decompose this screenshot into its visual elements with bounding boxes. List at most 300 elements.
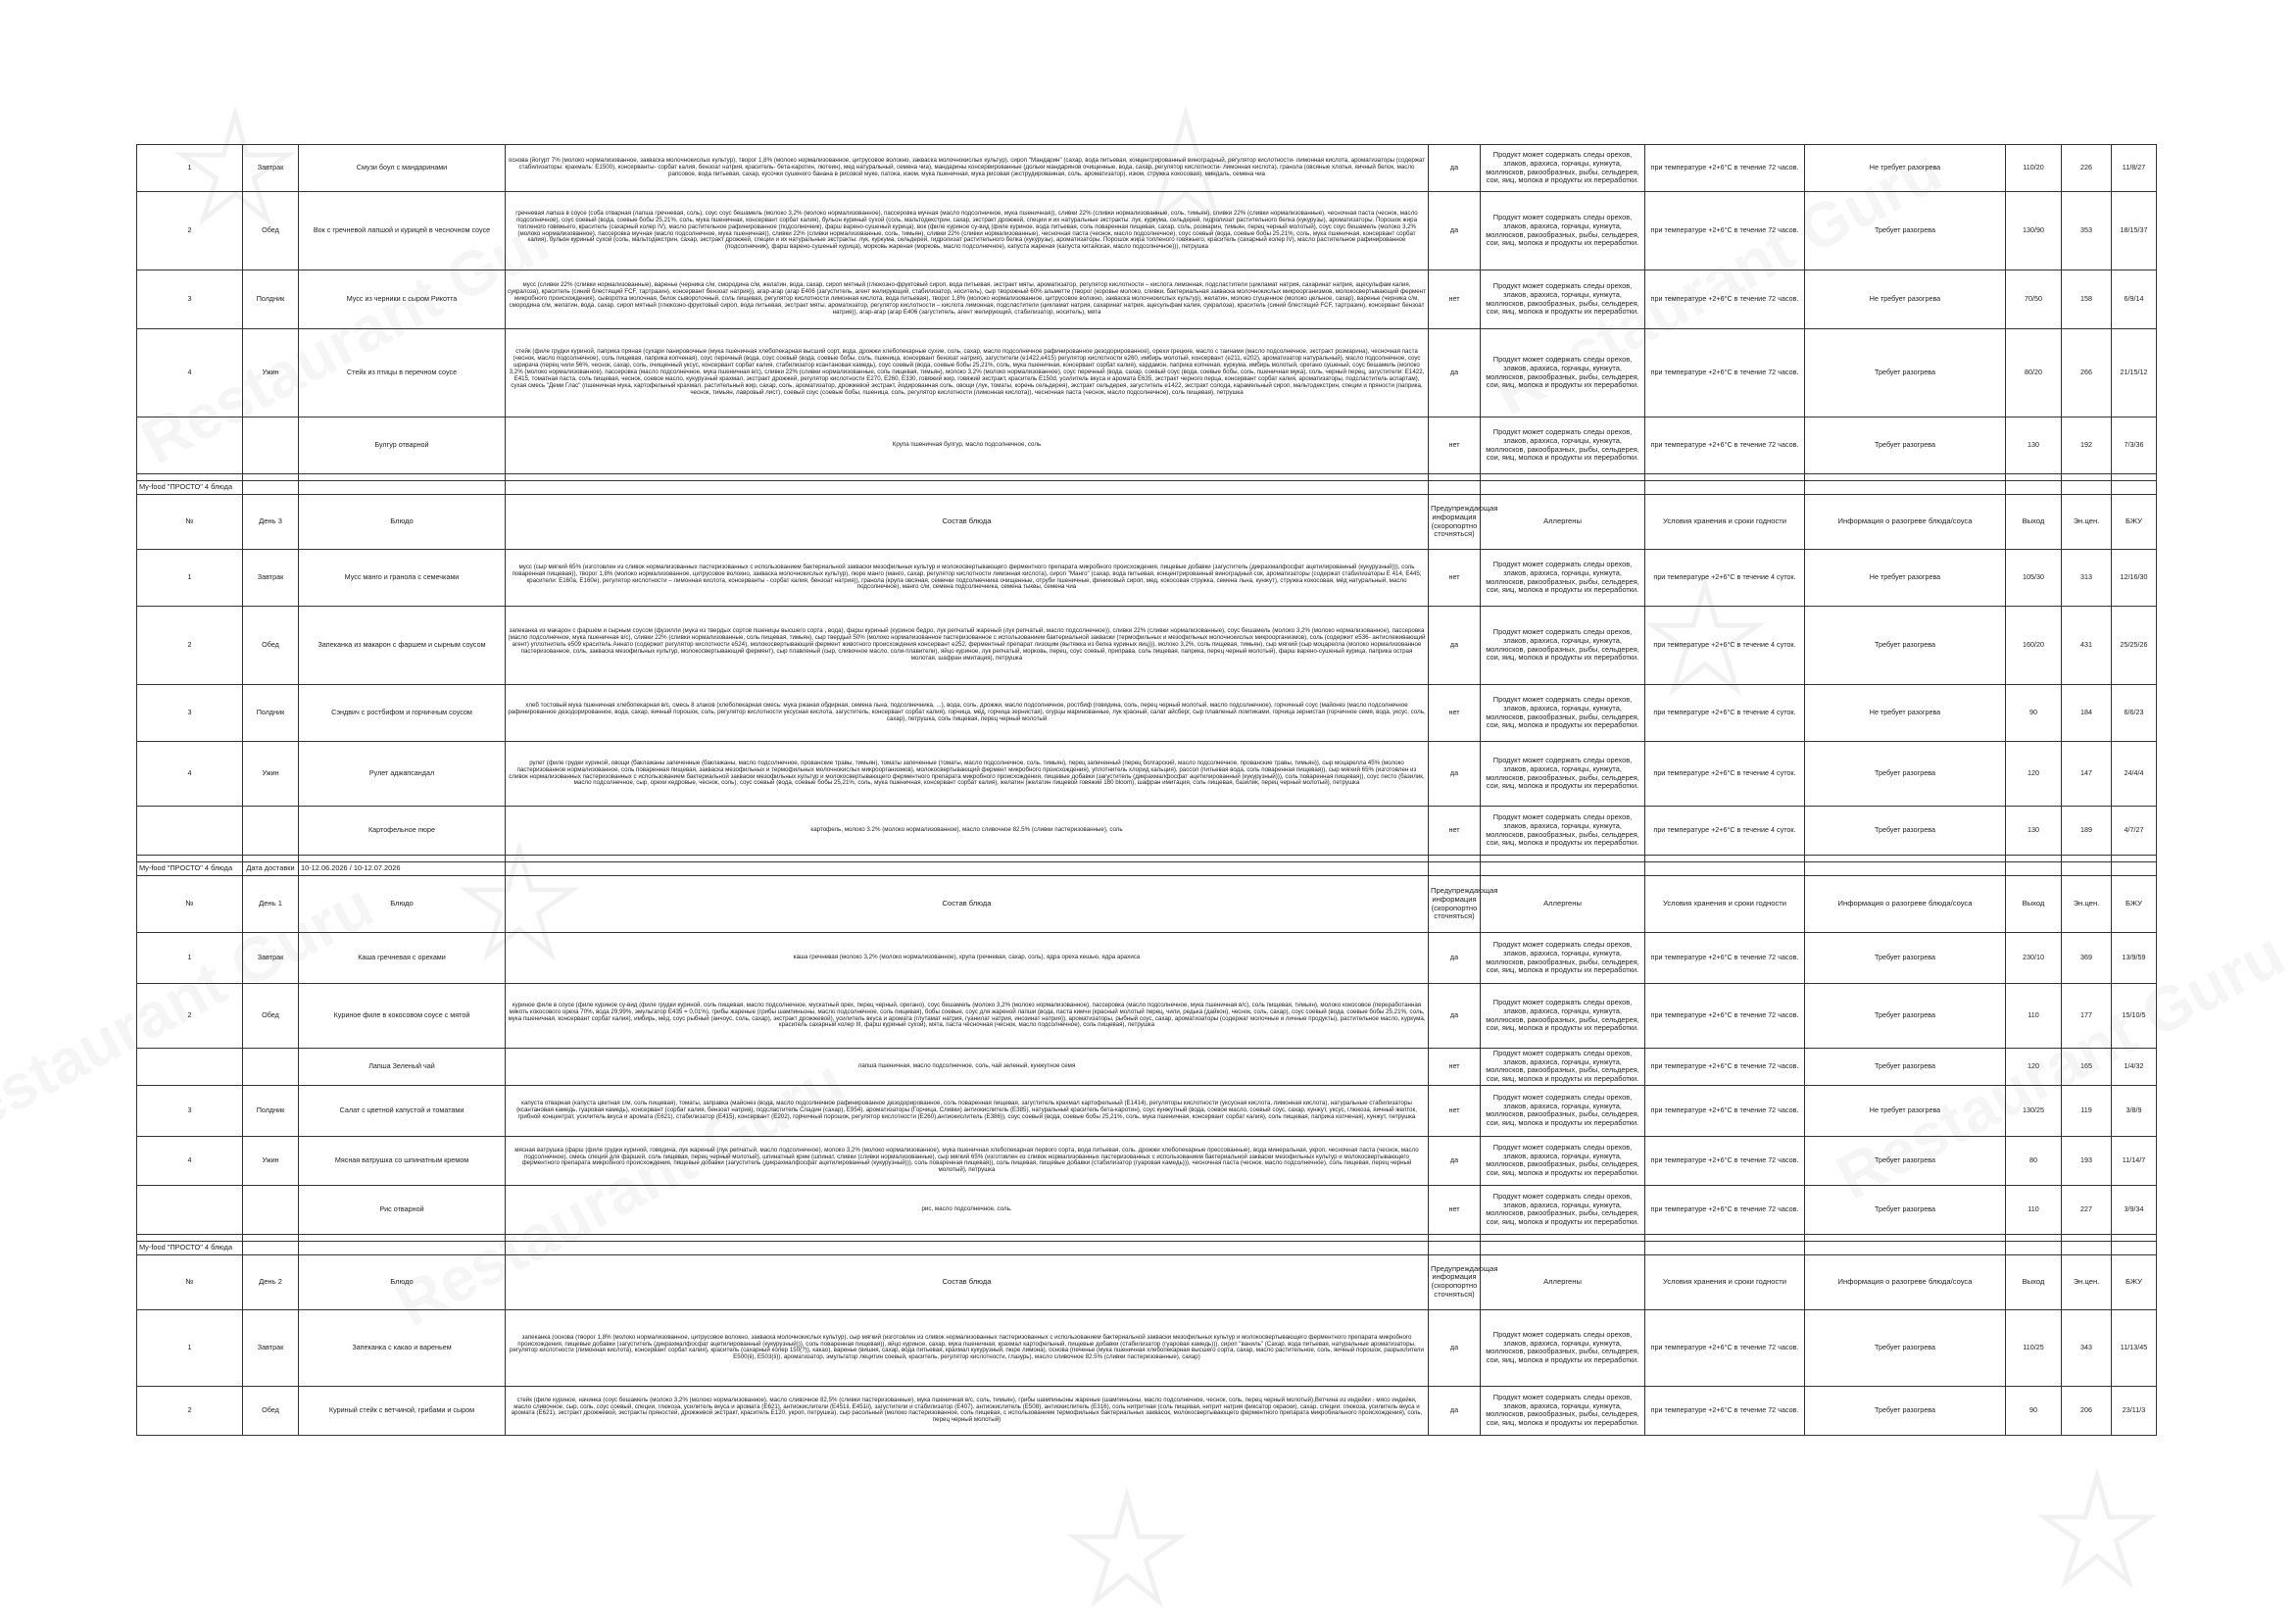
header-energy: Эн.цен. (2062, 495, 2112, 550)
watermark-star-icon (1068, 1490, 1186, 1607)
row-allergens: Продукт может содержать следы орехов, злаков, арахиса, горчицы, кунжута, моллюсков, ракообразных, рыбы, сельдерея, сои, яиц, молока и продукты их переработки. (1481, 807, 1645, 856)
row-num: 2 (137, 607, 243, 685)
row-yield: 160/20 (2006, 607, 2062, 685)
empty-cell (1481, 1241, 1645, 1254)
empty-cell (2112, 856, 2157, 862)
row-composition: лапша пшеничная, масло подсолнечное, соль, чай зеленый, кунжутное семя (506, 1049, 1429, 1086)
row-composition: хлеб тостовый мука пшеничная хлебопекарная в/с, смесь 8 злаков (хлебопекарная смесь: мука ржаная обдирная, семена льна, подсолнечника, ...), вода, соль, дрожжи, масло подсолнечное, ростбиф (говядина, соль, перец черный молотый, масло подсолнечное), горчичный соус (майонез (масло подсолнечное рафинированное дезодорированное, вода, сахар, яичный порошок, соль, регулятор кислотности уксусная кислота, загуститель, консервант сорбат калия), горчица, мёд, горчица зернистая), огурцы маринованные, лук красный, салат айсберг, сыр плавленый ломтиками, горчица зернистая (горчичное семя, вода, уксус, соль, сахар), петрушка, соль пищевая, перец черный молотый (506, 685, 1429, 742)
row-reheat: Требует разогрева (1805, 984, 2006, 1049)
empty-cell (137, 474, 243, 481)
empty-cell (2006, 862, 2062, 876)
row-composition: основа (йогурт 7% (молоко нормализованное, закваска молочнокислых культур), творог 1,8% (молоко нормализованное, цитрусовое волокно, закваска молочнокислых культур), сироп "Мандарин" (сахар, вода питьевая, концентрированный виноградный, регулятор кислотности- лимонная кислота, ароматизаторы (содержат стабилизаторы: крахмаль: E1500), консерванты- сорбат калия, бензоат натрия, краситель- бета-каротин, лютеин), мед натуральный, семена чиа), мандарины консервированные (дольки мандаринов очищенные, вода, сахар, регулятор кислотности- лимонная кислота), гранола (овсяные хлопья, яичный белок, масло рапсовое, вода питьевая, сахар, кусочки сушеного банана в рисовой муке, патока, изюм, мука пшеничная, мука рисовая (экструдированная, соль, ароматизатор), изюм, стружка кокосовая), миндаль, семена чиа (506, 145, 1429, 192)
table-row (137, 1085, 2157, 1136)
empty-cell (1805, 1234, 2006, 1241)
spacer-row (137, 474, 2157, 481)
spacer-row (137, 856, 2157, 862)
row-warning-flag: нет (1429, 270, 1481, 329)
header-yield: Выход (2006, 495, 2062, 550)
row-allergens: Продукт может содержать следы орехов, злаков, арахиса, горчицы, кунжута, моллюсков, ракообразных, рыбы, сельдерея, сои, яиц, молока и продукты их переработки. (1481, 270, 1645, 329)
empty-cell (137, 1234, 243, 1241)
empty-cell (2006, 1234, 2062, 1241)
menu-title: My-food "ПРОСТО" 4 блюда (137, 1241, 243, 1254)
header-energy: Эн.цен. (2062, 1254, 2112, 1309)
empty-cell (1481, 856, 1645, 862)
row-bju: 11/14/7 (2112, 1136, 2157, 1185)
empty-cell (1645, 862, 1805, 876)
delivery-date-label (243, 1241, 299, 1254)
row-bju: 12/16/30 (2112, 550, 2157, 607)
header-composition: Состав блюда (506, 495, 1429, 550)
row-yield: 90 (2006, 685, 2062, 742)
row-num (137, 1049, 243, 1086)
menu-title-row (137, 862, 2157, 876)
row-num: 1 (137, 550, 243, 607)
row-dish: Вок с гречневой лапшой и курицей в чесночном соусе (299, 192, 506, 270)
row-composition: запеканка (основа (творог 1,8% (молоко нормализованное, цитрусовое волокно, закваска молочнокислых культур), сыр мягкий (изготовлен из сливок нормализованных пастеризованных с использованием бактериальной закваски мезофильных культур и молокосвертывающего ферментного препарата микробного происхождения, пищевые добавки (загуститель (дикрахмалфосфат ацетилированный (кукурузный))), соль поваренная пищевая)), яйцо куриное, сахар, мука пшеничная, крахмал картофельный, пищевые добавки (стабилизатор (гуаровая камедь))), сироп "ваниль" (Сахар, вода питьевая, натуральные ароматизаторы, регулятор кислотности (лимонная кислота), консервант сорбат калия), краситель (сахарный колер 150(?)), какао), варенье (вишня, сахар, вода питьевая, крахмал кукурузный, пюре лимона), основа (печенье (мука пшеничная хлебопекарная высшего сорта, сахар, масло растительное, соль, яичный порошок, разрыхлители Е500(ii), Е503(ii)), ароматизатор, эмульгатор лецитин соевый, краситель, регулятор кислотности, глазурь), масло сливочное 82.5% (сливки пастеризованные), сахар) (506, 1309, 1429, 1386)
empty-cell (1481, 481, 1645, 495)
row-storage: при температуре +2+6°C в течение 4 суток. (1645, 550, 1805, 607)
empty-cell (2112, 481, 2157, 495)
empty-cell (2062, 474, 2112, 481)
row-yield: 110 (2006, 1185, 2062, 1234)
empty-cell (2062, 1234, 2112, 1241)
row-yield: 130 (2006, 807, 2062, 856)
row-yield: 110/25 (2006, 1309, 2062, 1386)
row-yield: 120 (2006, 1049, 2062, 1086)
row-composition: мусс (сыр мягкий 65% (изготовлен из сливок нормализованных пастеризованных с использованием бактериальной закваски мезофильных культур и молокосвертывающего ферментного препарата микробного происхождения, пищевые добавки (загуститель (дикрахмалфосфат ацетилированный (кукурузный))), соль поваренная пищевая)), творог 1,8% (молоко нормализованное, цитрусовое волокно, закваска молочнокислых культур), пюре манго (манго, сахар, регулятор кислотности лимонная кислота), сироп "Манго" (сахар, вода питьевая, концентрированный виноградный сок, ароматизаторы (содержат стабилизаторы Е 414, Е445; красители: Е160а, Е160е), регулятор кислотности – лимонная кислота, консерванты - сорбат калия, бензоат натрия)), гранола (крупа овсяная, семечки подсолнечника очищенные, отруби пшеничные, финиковый сироп, мед, кокосовая стружка, семена льна, кунжут), стружка кокосовая, мёд натуральный, масло подсолнечное), манго с/м, семена подсолнечника, семена тыквы, семена чиа (506, 550, 1429, 607)
header-storage: Условия хранения и сроки годности (1645, 1254, 1805, 1309)
row-composition: стейк (филе куриное, начинка (соус бешамель (молоко 3,2% (молоко нормализованное), масло сливочное 82,5% (сливки пастеризованные), мука пшеничная в/с, соль, тимьян), грибы шампиньоны жареные (шампиньоны, масло подсолнечное, чеснок, соль, перец черный молотый),Ветчина из индейки - мясо индейки, масло сливочное, сыр, соль, соус соевый, специи, глюкоза, усилитель вкуса и аромата (Е621), антиокислители (Е451іі, Е451іі), загустители и стабилизатор (Е407), антиокислитель (Е508), антиокислитель (Е316), соль нитритная (соль пищевая, нитрит натрия фиксатор окраски), сахар, специи: глюкоза, усилитель вкуса и аромата (Е621), экстракт дрожжевой, экстракты пряностей, дрожжевой экстракт, краситель Е120, укроп, петрушка), сыр расольный (молоко пастеризованное, соль пищевая, с использованием термофильных бактериальных заквасок, молокосвертывающего ферментного препарата микробиального происхождения), соль, перец черный молотый) (506, 1386, 1429, 1435)
row-composition: каша гречневая (молоко 3,2% (молоко нормализованное), крупа гречневая, сахар, соль), ядра ореха кешью, ядра арахиса (506, 933, 1429, 984)
row-storage: при температуре +2+6°C в течение 72 часов. (1645, 417, 1805, 474)
row-meal: Полдник (243, 1085, 299, 1136)
row-bju: 11/8/27 (2112, 145, 2157, 192)
menu-title-row (137, 1241, 2157, 1254)
row-energy: 177 (2062, 984, 2112, 1049)
row-reheat: Требует разогрева (1805, 192, 2006, 270)
header-yield: Выход (2006, 876, 2062, 933)
row-storage: при температуре +2+6°C в течение 72 часов. (1645, 1386, 1805, 1435)
empty-cell (1645, 474, 1805, 481)
row-num: 1 (137, 145, 243, 192)
row-bju: 13/9/59 (2112, 933, 2157, 984)
row-warning-flag: да (1429, 329, 1481, 417)
row-num (137, 1185, 243, 1234)
row-composition: стейк (филе грудки куриной, паприка пряная (сухари панировочные (мука пшеничная хлебопекарная высший сорт, вода, дрожжи хлебопекарные сухие, соль, сахар, масло подсолнечное рафинированное дезодорированное), орехи грецкие, масло с таинами (масло подсолнечное, экстракт розмарина), чесночная паста (чеснок, масло подсолнечное), соль пищевая, паприка копченая), соус перечный (вода, соус соевый (вода, соевые бобы, соль, пшеница, консервант бензоат натрия), загустители (е1422,е415) регулятор кислотности е260, имбирь молотый, консервант (е211, е202), ароматизатор натуральный), масло подсолнечное, соус шрирача (перец чили 56%, чеснок, сахар, соль, очищенный уксус, консервант сорбат калия, стабилизатор ксантановая камедь), соус соевый (вода, соевые бобы 25,21%, соль, мука пшеничная, консервант сорбат калия), кардамон, паприка копченая, куркума, имбирь молотый, орегано сушеный, соус бешамель (молоко 3,2% (молоко нормализованное), пассеровка (масло подсолнечное, мука пшеничная в/с), сливки 22% (сливки нормализованные, соль пищевая, тимьян), молоко 3,2% (молоко нормализованное), соус перечный (вода, сахар, соевый соус (вода, соевые бобы, соль, пшеничная мука), соль, черный перец, загустители: Е1422, Е415, томатная паста, соль пищевая, чеснок, соевое масло, кукурузный крахмал, экстракт дрожжей, регулятор кислотности Е270, Е260, Е330, говяжий жир, говяжий экстракт, краситель Е150d, усилитель вкуса и аромата Е635, экстракт черного перца, консервант сорбат калия, ароматизаторы, подсластитель аспартам), сухая смесь "Деми Глас" (пшеничная мука, картофельный крахмал, растительный жир, сахар, соль, ароматизатор, дрожжевой экстракт, йодированная соль, овощи (лук, томаты, корень сельдерея), экстракт сельдерея, загуститель е1422, экстракт солода, карамельный сироп, мальтодекстрин, специи и пряности (паприка, чеснок, тимьян, лавровый лист), соевый соус (соевые бобы, пшеница, соль, регулятор кислотности (лимонная кислота)), чесночная паста (чеснок, масло подсолнечное), соль пищевая), петрушка (506, 329, 1429, 417)
row-warning-flag: да (1429, 984, 1481, 1049)
header-dish: Блюдо (299, 1254, 506, 1309)
row-reheat: Требует разогрева (1805, 329, 2006, 417)
row-bju: 11/13/45 (2112, 1309, 2157, 1386)
header-allergens: Аллергены (1481, 1254, 1645, 1309)
row-energy: 369 (2062, 933, 2112, 984)
row-energy: 184 (2062, 685, 2112, 742)
row-warning-flag: нет (1429, 1085, 1481, 1136)
row-yield: 130/25 (2006, 1085, 2062, 1136)
row-allergens: Продукт может содержать следы орехов, злаков, арахиса, горчицы, кунжута, моллюсков, ракообразных, рыбы, сельдерея, сои, яиц, молока и продукты их переработки. (1481, 685, 1645, 742)
table-row (137, 984, 2157, 1049)
row-energy: 313 (2062, 550, 2112, 607)
row-allergens: Продукт может содержать следы орехов, злаков, арахиса, горчицы, кунжута, моллюсков, ракообразных, рыбы, сельдерея, сои, яиц, молока и продукты их переработки. (1481, 192, 1645, 270)
row-num: 1 (137, 1309, 243, 1386)
row-bju: 4/7/27 (2112, 807, 2157, 856)
row-meal: Обед (243, 984, 299, 1049)
empty-cell (1645, 1241, 1805, 1254)
table-row (137, 933, 2157, 984)
row-meal: Обед (243, 1386, 299, 1435)
row-dish: Куриный стейк с ветчиной, грибами и сыром (299, 1386, 506, 1435)
table-row (137, 329, 2157, 417)
row-warning-flag: нет (1429, 1049, 1481, 1086)
row-bju: 23/11/3 (2112, 1386, 2157, 1435)
row-reheat: Требует разогрева (1805, 807, 2006, 856)
delivery-date-value (299, 481, 506, 495)
table-row (137, 807, 2157, 856)
header-warning: Предупреждающая информация (скоропортно сточняться) (1429, 1254, 1481, 1309)
header-day: День 2 (243, 1254, 299, 1309)
row-dish: Рис отварной (299, 1185, 506, 1234)
row-meal: Полдник (243, 685, 299, 742)
row-allergens: Продукт может содержать следы орехов, злаков, арахиса, горчицы, кунжута, моллюсков, ракообразных, рыбы, сельдерея, сои, яиц, молока и продукты их переработки. (1481, 742, 1645, 807)
row-energy: 353 (2062, 192, 2112, 270)
row-composition: куриное филе в соусе (филе куриное су-вид (филе грудки куриной, соль пищевая, масло подсолнечное, мускатный орех, перец черный, орегано), соус бешамель (молоко 3,2% (молоко нормализованное), пассеровка (масло подсолнечное, мука пшеничная в/с), соль пищевая, тимьян), молоко кокосовое (переработанная мякоть кокосового ореха 70%, вода 29,99%, эмульгатор Е435 = 0,01%), грибы жареные (грибы шампиньоны, масло подсолнечное, соль пищевая), бобы соевые, соус для жареной лапши (вода, паста кимчи (красный молотый перец, чили, редька (дайкон), чеснок, соль, сахар), соус соевый (вода, соевые бобы 25,21%, соль, мука пшеничная, консервант сорбат калия), имбирь, мёд, соус рыбный (анчоус, соль, сахар), экстракт дрожжевой), усилитель вкуса и аромата (глутамат натрия, гуанилат натрия, инозинат натрия)), ароматизаторы, рыбный соус, сахар, ароматизаторы (содержат молочные и личные продукты), растительное масло, куркума, краситель сахарный колер III, фарш куриный сухой), мята, паста чесночная (чеснок, масло подсолнечное), соль пищевая), петрушка (506, 984, 1429, 1049)
delivery-date-value (299, 1241, 506, 1254)
empty-cell (1429, 856, 1481, 862)
row-allergens: Продукт может содержать следы орехов, злаков, арахиса, горчицы, кунжута, моллюсков, ракообразных, рыбы, сельдерея, сои, яиц, молока и продукты их переработки. (1481, 145, 1645, 192)
row-composition: картофель, молоко 3.2% (молоко нормализованное), масло сливочное 82.5% (сливки пастеризованные), соль (506, 807, 1429, 856)
header-reheat: Информация о разогреве блюда/соуса (1805, 876, 2006, 933)
menu-spreadsheet (136, 144, 2156, 1436)
table-row (137, 1386, 2157, 1435)
watermark-star-icon (2038, 1470, 2156, 1588)
empty-cell (1645, 481, 1805, 495)
row-allergens: Продукт может содержать следы орехов, злаков, арахиса, горчицы, кунжута, моллюсков, ракообразных, рыбы, сельдерея, сои, яиц, молока и продукты их переработки. (1481, 1136, 1645, 1185)
row-meal: Ужин (243, 1136, 299, 1185)
table-row (137, 1185, 2157, 1234)
row-warning-flag: да (1429, 607, 1481, 685)
row-warning-flag: да (1429, 1309, 1481, 1386)
empty-cell (1429, 862, 1481, 876)
row-dish: Каша гречневая с орехами (299, 933, 506, 984)
row-warning-flag: нет (1429, 685, 1481, 742)
row-storage: при температуре +2+6°C в течение 72 часов. (1645, 984, 1805, 1049)
empty-cell (1429, 481, 1481, 495)
row-composition: капуста отварная (капуста цветная с/м, соль пищевая), томаты, заправка (майонез (вода, масло подсолнечное рафинированное дезодорированное, соль поваренная пищевая, загуститель крахмал картофельный (Е1414), регуляторы кислотности (уксусная кислота, лимонная кислота), натуральные стабилизаторы (ксантановая камедь, гуаровая камедь), консервант (сорбат калия, бензоат натрия), подсластитель Сладин (сахар), Е954), ароматизаторы (Горчица, Сливки) антиокислитель (Е385), натуральный краситель бета-каротин), соус кунжутный (вода, соевое масло, соевый соус, сахар, кунжут, уксус, глюкоза, яичный желток, грибной концентрат, усилитель вкуса и аромата (Е621), стабилизатор (Е415), консервант (Е202), горчичный порошок, регулятор кислотности (Е260),антиокислитель (Е386)), соус соевый (вода, соевые бобы 25,21%, соль, мука пшеничная, консервант сорбат калия), соль пищевая, паприка копченая), кунжут, петрушка (506, 1085, 1429, 1136)
row-num (137, 807, 243, 856)
empty-cell (299, 1234, 506, 1241)
empty-cell (1805, 474, 2006, 481)
row-warning-flag: нет (1429, 807, 1481, 856)
row-dish: Рулет аджапсандал (299, 742, 506, 807)
row-warning-flag: да (1429, 742, 1481, 807)
empty-cell (2062, 1241, 2112, 1254)
row-meal (243, 1185, 299, 1234)
header-allergens: Аллергены (1481, 876, 1645, 933)
row-num (137, 417, 243, 474)
row-reheat: Требует разогрева (1805, 1136, 2006, 1185)
row-reheat: Требует разогрева (1805, 417, 2006, 474)
header-num: № (137, 876, 243, 933)
row-reheat: Не требует разогрева (1805, 1085, 2006, 1136)
row-dish: Салат с цветной капустой и томатами (299, 1085, 506, 1136)
header-energy: Эн.цен. (2062, 876, 2112, 933)
row-num: 4 (137, 1136, 243, 1185)
row-yield: 110 (2006, 984, 2062, 1049)
row-composition: Крупа пшеничная булгур, масло подсолнечное, соль (506, 417, 1429, 474)
table-row (137, 145, 2157, 192)
row-yield: 230/10 (2006, 933, 2062, 984)
row-warning-flag: да (1429, 1136, 1481, 1185)
row-warning-flag: нет (1429, 1185, 1481, 1234)
row-storage: при температуре +2+6°C в течение 4 суток. (1645, 807, 1805, 856)
row-energy: 226 (2062, 145, 2112, 192)
table-row (137, 742, 2157, 807)
row-yield: 90 (2006, 1386, 2062, 1435)
empty-cell (1429, 474, 1481, 481)
table-row (137, 1136, 2157, 1185)
row-warning-flag: нет (1429, 417, 1481, 474)
delivery-date-value: 10-12.06.2026 / 10-12.07.2026 (299, 862, 506, 876)
spacer-row (137, 1234, 2157, 1241)
delivery-date-label (243, 481, 299, 495)
row-storage: при температуре +2+6°C в течение 72 часов. (1645, 329, 1805, 417)
empty-cell (2006, 856, 2062, 862)
row-energy: 147 (2062, 742, 2112, 807)
empty-cell (243, 1234, 299, 1241)
empty-cell (506, 862, 1429, 876)
row-warning-flag: да (1429, 933, 1481, 984)
header-warning: Предупреждающая информация (скоропортно сточняться) (1429, 495, 1481, 550)
empty-cell (243, 856, 299, 862)
row-composition: мясная ватрушка (фарш (филе грудки куриной, говядина, лук жареный (лук репчатый, масло подсолнечное), молоко 3,2% (молоко нормализованное), мука пшеничная хлебопекарная первого сорта, вода питьевая, соль, дрожжи хлебопекарные прессованные), вода минеральная, укроп, чесночная паста (чеснок, масло подсолнечное), смесь специй для фаршей, соль пищевая, перец черный молотый), шпинатный крем (шпинат, сливки (сливки нормализованные), сыр мягкий 65% (изготовлен из сливок нормализованных пастеризованных с использованием бактериальной закваски мезофильных культур и молокосвертывающего ферментного препарата микробного происхождения, пищевые добавки (загуститель (дикрахмалфосфат ацетилированный (кукурузный))), соль поваренная пищевая)), соль пищевая, пищевые добавки (стабилизатор (гуаровая камедь))), чесночная паста (чеснок, масло подсолнечное), соль пищевая, перец черный молотый), петрушка (506, 1136, 1429, 1185)
row-bju: 1/4/32 (2112, 1049, 2157, 1086)
row-bju: 6/6/23 (2112, 685, 2157, 742)
table-row (137, 270, 2157, 329)
row-storage: при температуре +2+6°C в течение 4 суток. (1645, 685, 1805, 742)
row-meal (243, 417, 299, 474)
empty-cell (1481, 1234, 1645, 1241)
table-header-row (137, 1254, 2157, 1309)
row-composition: рулет (филе грудки куриной, овощи (баклажаны запеченные (баклажаны, масло подсолнечное, прованские травы, тимьян), томаты запеченные (томаты, масло подсолнечное, соль, тимьян), перец запеченный (перец болгарский, масло подсолнечное, прованские травы, тимьян)), сыр моцарелла 45% (молоко пастеризованное нормализованное, соль поваренная пищевая, закваска мезофильных и термофильных молочнокислых микроорганизмов), молокосвертывающий фермент микробного происхождения), уплотнитель хлорид кальция), рассол (питьевая вода, соль поваренная пищевая)), сыр мягкий 65% (изготовлен из сливок нормализованных пастеризованных с использованием бактериальной закваски мезофильных культур и молокосвертывающего ферментного препарата микробного происхождения, пищевые добавки (загуститель (дикрахмалфосфат ацетилированный (кукурузный))), соль поваренная пищевая)), соус песто (базилик, масло подсолнечное, сыр, орехи кедровые, чеснок, соль), соус соевый (вода, соевые бобы 25,21%, соль, мука пшеничная, консервант сорбат калия), желатин (желатин пищевой говяжий 180 bloom), шафран имитация, соль пищевая, базилик, перец черный молотый), петрушка (506, 742, 1429, 807)
empty-cell (2112, 474, 2157, 481)
row-composition: гречневая лапша в соусе (соба отварная (лапша гречневая, соль), соус соус бешамель (молоко 3,2% (молоко нормализованное), пассеровка мучная (масло подсолнечное, мука пшеничная)), сливки 22% (сливки нормализованные, соль, тимьян), сливки 22% (сливки нормализованные), чесночная паста (чеснок, масло подсолнечное), соус соевый (вода, соевые бобы 25,21%, соль, мука пшеничная, консервант сорбат калия), бульон куриный сухой (соль, мальтодекстрин, сахар, экстракт дрожжей, специи и их натуральные экстракты: лук, куркума, сельдерей, гидролизат растительного белка (кукурузы), ароматизаторы. Порошок жира топленого говяжьего, краситель (сахарный колер IV), масло растительное рафинированное (подсолнечник), фарш варено-сушеный курица), вок (филе куриное су-вид (филе куриное, вода питьевая, соль поваренная пищевая, сахар, соль, розмарин, тимьян, перец черный молотый), соус соус бешамель (молоко 3,2% (молоко нормализованное), пассеровка мучная (масло подсолнечное, мука пшеничная)), сливки 22% (сливки нормализованные, соль, тимьян), сливки 22% (сливки нормализованные), чесночная паста (чеснок, масло подсолнечное), соус соевый (вода, соевые бобы 25,21%, соль, мука пшеничная, консервант сорбат калия), бульон куриный сухой (соль, мальтодекстрин, сахар, экстракт дрожжей, специи и их натуральные экстракты: лук, куркума, сельдерей, гидролизат растительного белка (кукурузы), ароматизаторы. Порошок жира топленого говяжьего, краситель (сахарный колер IV), масло растительное рафинированное (подсолнечник), фарш варено-сушеный курица), морковь жареная (морковь, масло подсолнечное), капуста жареная (капуста китайская, масло подсолнечное))), петрушка (506, 192, 1429, 270)
menu-title: My-food "ПРОСТО" 4 блюда (137, 481, 243, 495)
header-day: День 3 (243, 495, 299, 550)
header-bju: БЖУ (2112, 495, 2157, 550)
table-row (137, 550, 2157, 607)
empty-cell (1429, 1234, 1481, 1241)
row-energy: 266 (2062, 329, 2112, 417)
empty-cell (1429, 1241, 1481, 1254)
header-dish: Блюдо (299, 876, 506, 933)
table-row (137, 1049, 2157, 1086)
row-reheat: Не требует разогрева (1805, 270, 2006, 329)
empty-cell (506, 474, 1429, 481)
row-allergens: Продукт может содержать следы орехов, злаков, арахиса, горчицы, кунжута, моллюсков, ракообразных, рыбы, сельдерея, сои, яиц, молока и продукты их переработки. (1481, 1049, 1645, 1086)
row-bju: 6/9/14 (2112, 270, 2157, 329)
empty-cell (1805, 1241, 2006, 1254)
row-storage: при температуре +2+6°C в течение 72 часов. (1645, 145, 1805, 192)
row-num: 3 (137, 1085, 243, 1136)
header-bju: БЖУ (2112, 1254, 2157, 1309)
header-composition: Состав блюда (506, 1254, 1429, 1309)
empty-cell (2062, 862, 2112, 876)
row-dish: Запеканка из макарон с фаршем и сырным соусом (299, 607, 506, 685)
row-allergens: Продукт может содержать следы орехов, злаков, арахиса, горчицы, кунжута, моллюсков, ракообразных, рыбы, сельдерея, сои, яиц, молока и продукты их переработки. (1481, 329, 1645, 417)
row-energy: 192 (2062, 417, 2112, 474)
row-reheat: Требует разогрева (1805, 607, 2006, 685)
header-reheat: Информация о разогреве блюда/соуса (1805, 1254, 2006, 1309)
row-meal: Обед (243, 192, 299, 270)
header-dish: Блюдо (299, 495, 506, 550)
row-energy: 158 (2062, 270, 2112, 329)
empty-cell (506, 1241, 1429, 1254)
empty-cell (506, 481, 1429, 495)
row-num: 4 (137, 329, 243, 417)
table-header-row (137, 876, 2157, 933)
row-allergens: Продукт может содержать следы орехов, злаков, арахиса, горчицы, кунжута, моллюсков, ракообразных, рыбы, сельдерея, сои, яиц, молока и продукты их переработки. (1481, 1085, 1645, 1136)
table-row (137, 685, 2157, 742)
row-meal: Ужин (243, 329, 299, 417)
row-allergens: Продукт может содержать следы орехов, злаков, арахиса, горчицы, кунжута, моллюсков, ракообразных, рыбы, сельдерея, сои, яиц, молока и продукты их переработки. (1481, 417, 1645, 474)
header-storage: Условия хранения и сроки годности (1645, 495, 1805, 550)
table-row (137, 607, 2157, 685)
row-storage: при температуре +2+6°C в течение 72 часов. (1645, 1185, 1805, 1234)
row-bju: 7/3/36 (2112, 417, 2157, 474)
row-energy: 227 (2062, 1185, 2112, 1234)
empty-cell (2006, 1241, 2062, 1254)
row-warning-flag: да (1429, 192, 1481, 270)
empty-cell (506, 1234, 1429, 1241)
row-storage: при температуре +2+6°C в течение 72 часов. (1645, 1085, 1805, 1136)
row-bju: 21/15/12 (2112, 329, 2157, 417)
row-reheat: Требует разогрева (1805, 1049, 2006, 1086)
header-warning: Предупреждающая информация (скоропортно сточняться) (1429, 876, 1481, 933)
row-storage: при температуре +2+6°C в течение 72 часов. (1645, 933, 1805, 984)
row-dish: Мусс из черники с сыром Рикотта (299, 270, 506, 329)
empty-cell (137, 856, 243, 862)
row-bju: 3/8/9 (2112, 1085, 2157, 1136)
table-row (137, 417, 2157, 474)
row-reheat: Требует разогрева (1805, 933, 2006, 984)
row-dish: Сэндвич с ростбифом и горчичным соусом (299, 685, 506, 742)
row-dish: Куриное филе в кокосовом соусе с мятой (299, 984, 506, 1049)
row-meal: Завтрак (243, 145, 299, 192)
row-meal: Ужин (243, 742, 299, 807)
row-meal: Завтрак (243, 550, 299, 607)
row-num: 2 (137, 192, 243, 270)
empty-cell (2112, 862, 2157, 876)
row-dish: Булгур отварной (299, 417, 506, 474)
row-energy: 343 (2062, 1309, 2112, 1386)
row-energy: 193 (2062, 1136, 2112, 1185)
row-bju: 15/10/5 (2112, 984, 2157, 1049)
row-bju: 25/25/26 (2112, 607, 2157, 685)
row-yield: 120 (2006, 742, 2062, 807)
table-row (137, 1309, 2157, 1386)
empty-cell (1645, 856, 1805, 862)
row-allergens: Продукт может содержать следы орехов, злаков, арахиса, горчицы, кунжута, моллюсков, ракообразных, рыбы, сельдерея, сои, яиц, молока и продукты их переработки. (1481, 1386, 1645, 1435)
row-warning-flag: да (1429, 145, 1481, 192)
row-storage: при температуре +2+6°C в течение 72 часов. (1645, 1309, 1805, 1386)
table-header-row (137, 495, 2157, 550)
empty-cell (243, 474, 299, 481)
row-bju: 24/4/4 (2112, 742, 2157, 807)
empty-cell (299, 474, 506, 481)
row-yield: 110/20 (2006, 145, 2062, 192)
row-dish: Стейк из птицы в перечном соусе (299, 329, 506, 417)
row-storage: при температуре +2+6°C в течение 4 суток. (1645, 607, 1805, 685)
row-yield: 70/50 (2006, 270, 2062, 329)
row-composition: мусс (сливки 22% (сливки нормализованные), варенье (черника с/м, смородина с/м, желатин, вода, сахар, сироп мятный (глюкозно-фруктовый сироп, вода питьевая, экстракт мяты, ароматизатор, регулятор кислотности – кислота лимонная, подсластители (цикламат натрия, сахаринат натрия, ацесульфам калия, сукралоза), краситель (синий блестящий FCF, тартразин), консервант бензоат натрия)), агар-агар (агар E406 (загуститель, агент желирующий, стабилизатор, носитель), сыр творожный 60% альметте (творог (коровье молоко, сливки, бактериальная закваска молочнокислых микроорганизмов, молокосвертывающий фермент микробного происхождения), сыворотка молочная, белок сывороточный, соль пищевая, регулятор кислотности лимонная кислота, вода питьевая), творог 1,8% (молоко нормализованное, цитрусовое волокно, закваска молочнокислых культур), желатин, молоко сгущенное (молоко цельное, сахар), варенье (черника с/м, смородина с/м, желатин, вода, сахар, сироп мятный (глюкозно-фруктовый сироп, вода питьевая, экстракт мяты, ароматизатор, регулятор кислотности – кислота лимонная, подсластители (цикламат натрия, сахаринат натрия, ацесульфам калия, сукралоза), краситель (синий блестящий FCF, тартразин), консервант бензоат натрия)), агар-агар (агар E406 (загуститель, агент желирующий, стабилизатор, носитель), мята (506, 270, 1429, 329)
empty-cell (2112, 1241, 2157, 1254)
row-meal: Завтрак (243, 1309, 299, 1386)
row-reheat: Требует разогрева (1805, 1309, 2006, 1386)
row-yield: 130/90 (2006, 192, 2062, 270)
row-dish: Смузи боул с мандаринами (299, 145, 506, 192)
header-reheat: Информация о разогреве блюда/соуса (1805, 495, 2006, 550)
row-meal (243, 1049, 299, 1086)
row-dish: Мусс манго и гранола с семечками (299, 550, 506, 607)
row-energy: 189 (2062, 807, 2112, 856)
menu-title-row (137, 481, 2157, 495)
row-dish: Запеканка с какао и вареньем (299, 1309, 506, 1386)
row-reheat: Не требует разогрева (1805, 145, 2006, 192)
empty-cell (1805, 481, 2006, 495)
menu-table (136, 144, 2157, 1436)
row-energy: 431 (2062, 607, 2112, 685)
row-meal: Завтрак (243, 933, 299, 984)
row-reheat: Требует разогрева (1805, 1386, 2006, 1435)
empty-cell (2112, 1234, 2157, 1241)
row-num: 3 (137, 685, 243, 742)
row-yield: 105/30 (2006, 550, 2062, 607)
menu-title: My-food "ПРОСТО" 4 блюда (137, 862, 243, 876)
row-energy: 119 (2062, 1085, 2112, 1136)
row-allergens: Продукт может содержать следы орехов, злаков, арахиса, горчицы, кунжута, моллюсков, ракообразных, рыбы, сельдерея, сои, яиц, молока и продукты их переработки. (1481, 1309, 1645, 1386)
row-energy: 165 (2062, 1049, 2112, 1086)
row-allergens: Продукт может содержать следы орехов, злаков, арахиса, горчицы, кунжута, моллюсков, ракообразных, рыбы, сельдерея, сои, яиц, молока и продукты их переработки. (1481, 607, 1645, 685)
row-meal (243, 807, 299, 856)
empty-cell (1481, 474, 1645, 481)
row-reheat: Не требует разогрева (1805, 685, 2006, 742)
header-composition: Состав блюда (506, 876, 1429, 933)
row-allergens: Продукт может содержать следы орехов, злаков, арахиса, горчицы, кунжута, моллюсков, ракообразных, рыбы, сельдерея, сои, яиц, молока и продукты их переработки. (1481, 1185, 1645, 1234)
row-warning-flag: да (1429, 1386, 1481, 1435)
row-num: 1 (137, 933, 243, 984)
delivery-date-label: Дата доставки (243, 862, 299, 876)
header-num: № (137, 1254, 243, 1309)
row-reheat: Требует разогрева (1805, 742, 2006, 807)
row-yield: 80/20 (2006, 329, 2062, 417)
row-allergens: Продукт может содержать следы орехов, злаков, арахиса, горчицы, кунжута, моллюсков, ракообразных, рыбы, сельдерея, сои, яиц, молока и продукты их переработки. (1481, 984, 1645, 1049)
row-storage: при температуре +2+6°C в течение 72 часов. (1645, 1136, 1805, 1185)
row-energy: 206 (2062, 1386, 2112, 1435)
empty-cell (506, 856, 1429, 862)
row-dish: Картофельное пюре (299, 807, 506, 856)
empty-cell (1805, 856, 2006, 862)
empty-cell (1645, 1234, 1805, 1241)
row-composition: рис, масло подсолнечное, соль. (506, 1185, 1429, 1234)
row-dish: Лапша Зеленый чай (299, 1049, 506, 1086)
row-storage: при температуре +2+6°C в течение 72 часов. (1645, 270, 1805, 329)
row-composition: запеканка из макарон с фаршем и сырным соусом (фузилли (мука из твердых сортов пшеницы высшего сорта , вода), фарш куриный (куриное бедро, лук репчатый жареный (лук репчатый, масло подсолнечное)), сливки 22% (сливки нормализованные), соус бешамель (молоко 3,2% (молоко нормализованное), пассеровка (масло подсолнечное, мука пшеничная в/с), сливки 22% (сливки нормализованные, соль пищевая, тимьян), сыр твердый 50% (молоко нормализованное пастеризованное с использованием бактериальной закваски (термофильных и мезофильных молочнокислых микроорганизмов), соль (содержит е536- антислеживающий агент) уплотнитель е509 краситель Аннато (содержит регулятор кислотности е524), молокосвертывающий фермент животного происхождения консервант е252, ферментный препарат лизоцим (вытяжка из белка куриных яиц))), молоко 3,2%, соль пищевая, тимьян), сыр мягкий (сыр моцарелла (молоко нормализованное пастеризованное, соль, закваска мезофильных культур, молокосвертывающий фермент), сыр плавленый (сыр, сливочное масло, соли-плавители), яйцо куриное, лук репчатый, морковь, перец, соус соевый, приправа, соль пищевая, паприка, перец черный молотый), фарш варено-сушеный курица, паприка острая молотая, шафран имитация), петрушка (506, 607, 1429, 685)
header-day: День 1 (243, 876, 299, 933)
row-dish: Мясная ватрушка со шпинатным кремом (299, 1136, 506, 1185)
row-reheat: Не требует разогрева (1805, 550, 2006, 607)
row-yield: 130 (2006, 417, 2062, 474)
row-num: 2 (137, 984, 243, 1049)
